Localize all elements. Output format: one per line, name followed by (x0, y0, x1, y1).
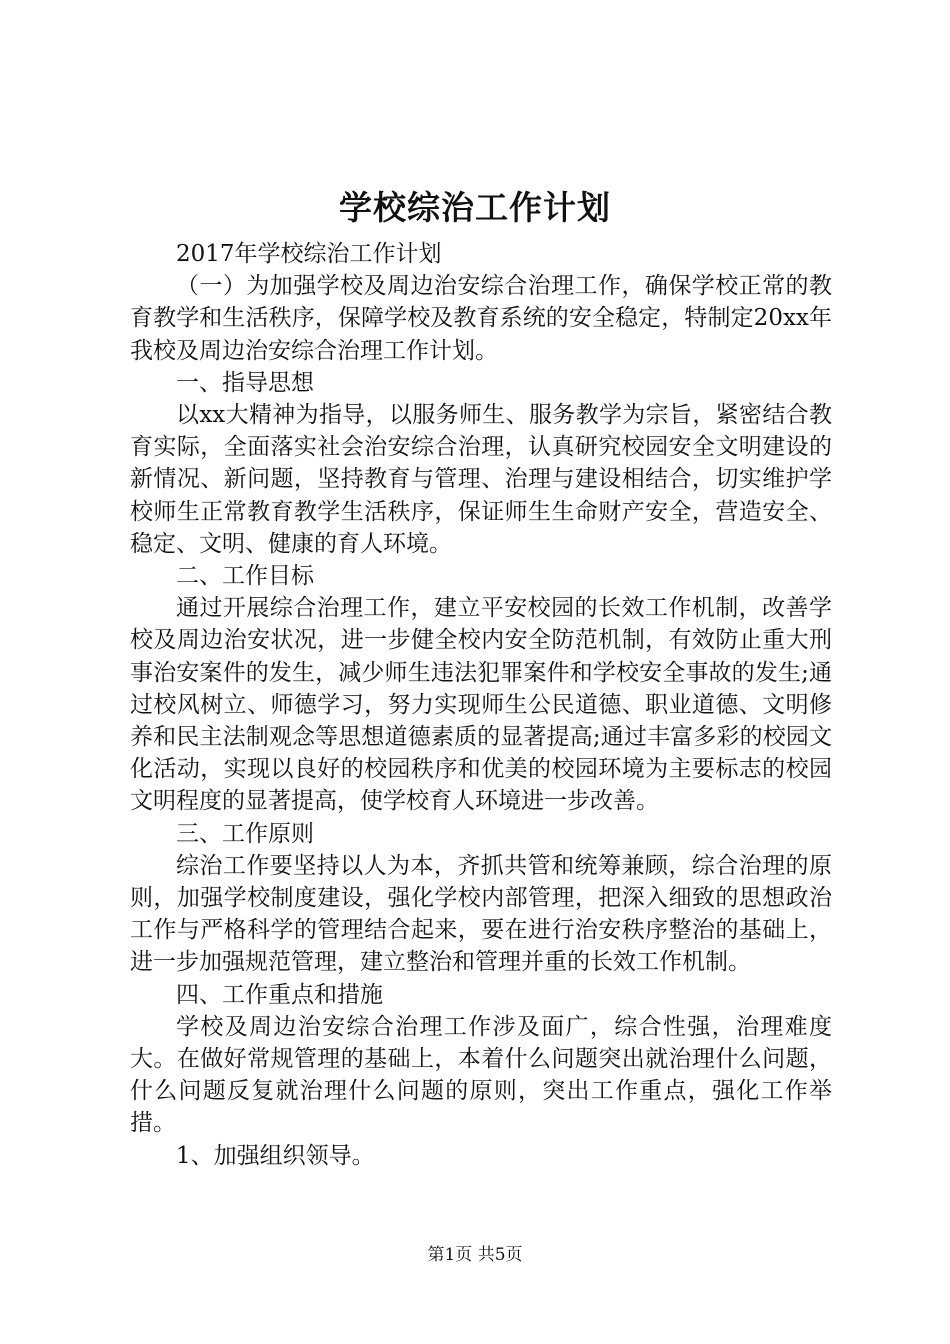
paragraph-intro: （一）为加强学校及周边治安综合治理工作，确保学校正常的教育教学和生活秩序，保障学校及教育系统的安全稳定，特制定20xx年我校及周边治安综合治理工作计划。 (130, 273, 832, 364)
paragraph-work-goals: 通过开展综合治理工作，建立平安校园的长效工作机制，改善学校及周边治安状况，进一步健全校内安全防范机制，有效防止重大刑事治安案件的发生，减少师生违法犯罪案件和学校安全事故的发生;通过校风树立、师德学习，努力实现师生公民道德、职业道德、文明修养和民主法制观念等思想道德素质的显著提高;通过丰富多彩的校园文化活动，实现以良好的校园秩序和优美的校园环境为主要标志的校园文明程度的显著提高，使学校育人环境进一步改善。 (130, 595, 832, 815)
list-item-leadership: 1、加强组织领导。 (176, 1142, 375, 1169)
heading-work-goals: 二、工作目标 (176, 563, 314, 590)
document-body (130, 238, 832, 1172)
heading-guiding-ideology: 一、指导思想 (176, 369, 314, 396)
heading-work-principles: 三、工作原则 (176, 820, 314, 847)
document-title: 学校综治工作计划 (339, 188, 611, 227)
paragraph-work-principles: 综治工作要坚持以人为本，齐抓共管和统筹兼顾，综合治理的原则，加强学校制度建设，强化学校内部管理，把深入细致的思想政治工作与严格科学的管理结合起来，要在进行治安秩序整治的基础上，进一步加强规范管理，建立整治和管理并重的长效工作机制。 (130, 852, 832, 976)
page-number-footer: 第1页 共5页 (427, 1245, 523, 1265)
paragraph-key-points: 学校及周边治安综合治理工作涉及面广，综合性强，治理难度大。在做好常规管理的基础上，本着什么问题突出就治理什么问题，什么问题反复就治理什么问题的原则，突出工作重点，强化工作举措。 (130, 1013, 832, 1137)
paragraph-subtitle: 2017年学校综治工作计划 (176, 241, 442, 267)
heading-key-points: 四、工作重点和措施 (176, 981, 383, 1008)
paragraph-guiding-ideology: 以xx大精神为指导，以服务师生、服务教学为宗旨，紧密结合教育实际，全面落实社会治安综合治理，认真研究校园安全文明建设的新情况、新问题，坚持教育与管理、治理与建设相结合，切实维护学校师生正常教育教学生活秩序，保证师生生命财产安全，营造安全、稳定、文明、健康的育人环境。 (130, 402, 832, 557)
